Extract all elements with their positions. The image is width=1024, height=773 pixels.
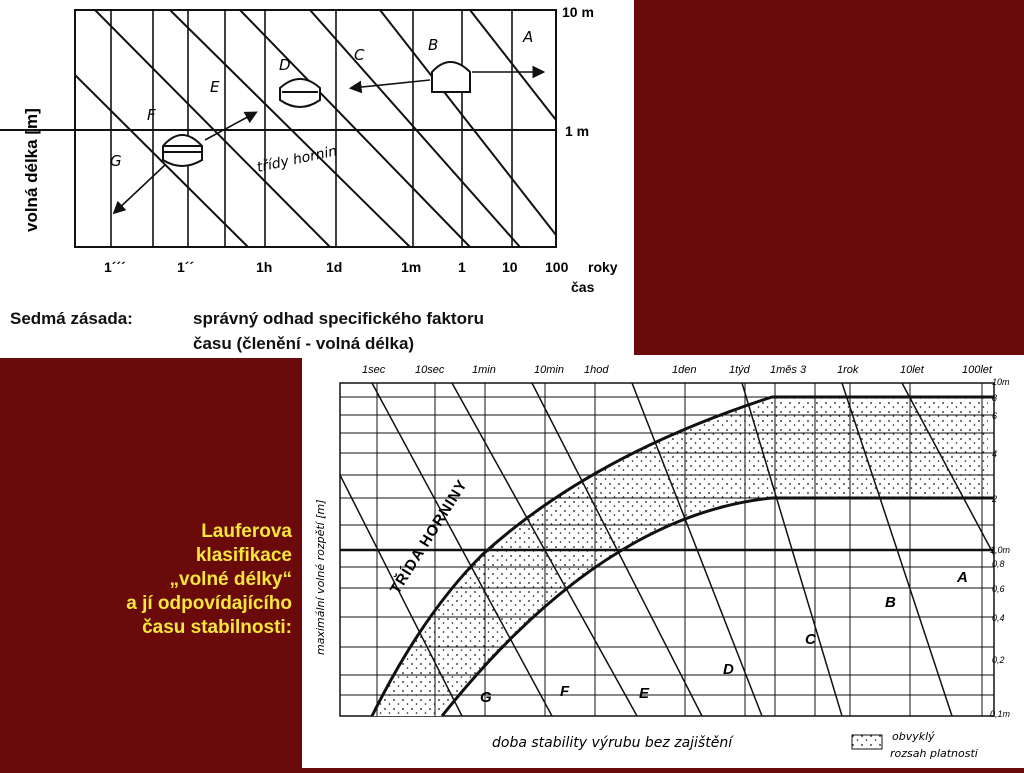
- top-xtick-2: 1h: [256, 259, 273, 275]
- caption-line-4: a jí odpovídajícího: [126, 593, 292, 614]
- bottom-top-ticks: [362, 364, 993, 376]
- right-tick-3: 4: [992, 449, 998, 459]
- top-label-10m: 10 m: [562, 4, 594, 20]
- band-title: TŘÍDA HORNINY: [386, 476, 472, 598]
- top-tick-1: 10sec: [415, 364, 445, 376]
- top-tick-10: 100let: [962, 364, 992, 376]
- right-tick-10: 0,1m: [990, 709, 1011, 719]
- top-xtick-7: 100: [545, 259, 569, 275]
- caption-line-1: Lauferova: [201, 521, 292, 542]
- bottom-class-c: C: [805, 631, 816, 648]
- top-class-f: F: [147, 106, 156, 124]
- bottom-diagram-panel: [302, 355, 1024, 768]
- right-tick-8: 0,4: [992, 613, 1005, 623]
- top-tick-9: 10let: [900, 364, 924, 376]
- top-class-e: E: [210, 78, 220, 96]
- top-class-c: C: [354, 46, 365, 64]
- top-class-boundaries: [75, 10, 556, 247]
- right-tick-9: 0,2: [992, 655, 1005, 665]
- top-tick-3: 10min: [534, 364, 564, 376]
- top-class-b: B: [428, 36, 439, 54]
- top-class-g: G: [110, 152, 122, 170]
- legend-line-1: obvyklý: [892, 730, 935, 743]
- top-xtick-5: 1: [458, 259, 466, 275]
- top-tick-8: 1rok: [837, 364, 859, 376]
- bottom-right-ticks: [990, 377, 1011, 719]
- caption-line-3: „volné délky“: [169, 569, 292, 590]
- top-diagram: [0, 0, 634, 358]
- validity-band: [372, 397, 988, 716]
- bottom-class-f: F: [560, 683, 570, 700]
- top-class-d: D: [279, 56, 291, 74]
- right-tick-1: 8: [992, 393, 998, 403]
- tunnel-sketch-large: [432, 62, 470, 92]
- top-plot-frame: [75, 10, 556, 247]
- bottom-class-d: D: [723, 661, 734, 678]
- caption-line-2: klasifikace: [195, 545, 292, 566]
- top-xtick-6: 10: [502, 259, 518, 275]
- top-tick-5: 1den: [672, 364, 697, 376]
- top-xtick-4: 1m: [401, 259, 422, 275]
- right-tick-2: 6: [992, 411, 998, 421]
- top-tick-7: 1měs 3: [770, 364, 807, 376]
- top-label-1m: 1 m: [565, 123, 590, 139]
- bottom-class-b: B: [885, 594, 896, 611]
- principle-label: Sedmá zásada:: [10, 309, 133, 328]
- slide-caption: [0, 520, 292, 640]
- top-x-unit: roky: [588, 259, 618, 275]
- right-tick-5: 1,0m: [990, 545, 1011, 555]
- right-tick-6: 0,8: [992, 559, 1005, 569]
- bottom-class-e: E: [639, 685, 650, 702]
- tunnel-sketch-medium: [280, 79, 320, 107]
- top-xtick-1: 1´´: [177, 259, 195, 275]
- right-tick-0: 10m: [992, 377, 1010, 387]
- top-tick-0: 1sec: [362, 364, 386, 376]
- bottom-y-title: maximální volné rozpětí [m]: [314, 499, 327, 655]
- bottom-class-a: A: [957, 569, 968, 586]
- legend-line-2: rozsah platnosti: [890, 747, 978, 760]
- top-tick-2: 1min: [472, 364, 496, 376]
- tunnel-sketch-small: [163, 135, 202, 166]
- top-xtick-0: 1´´´: [104, 259, 126, 275]
- top-y-axis-title: volná délka [m]: [22, 108, 41, 232]
- laufer-diagram: [302, 355, 1024, 768]
- legend-swatch: [852, 735, 882, 749]
- top-vertical-grid: [111, 10, 512, 247]
- right-tick-7: 0,6: [992, 584, 1005, 594]
- top-tick-4: 1hod: [584, 364, 609, 376]
- principle-text-2: času (členění - volná délka): [193, 334, 415, 353]
- bottom-class-g: G: [480, 689, 492, 706]
- principle-text-1: správný odhad specifického faktoru: [193, 309, 484, 328]
- bottom-x-title: doba stability výrubu bez zajištění: [492, 735, 733, 751]
- top-xtick-3: 1d: [326, 259, 343, 275]
- caption-line-5: času stabilnosti:: [142, 617, 292, 638]
- top-class-a: A: [523, 28, 534, 46]
- top-band-label: třídy hornin: [255, 143, 339, 176]
- top-tick-6: 1týd: [729, 364, 750, 376]
- right-tick-4: 2: [992, 494, 998, 504]
- top-diagram-panel: [0, 0, 634, 358]
- top-x-title: čas: [571, 279, 595, 295]
